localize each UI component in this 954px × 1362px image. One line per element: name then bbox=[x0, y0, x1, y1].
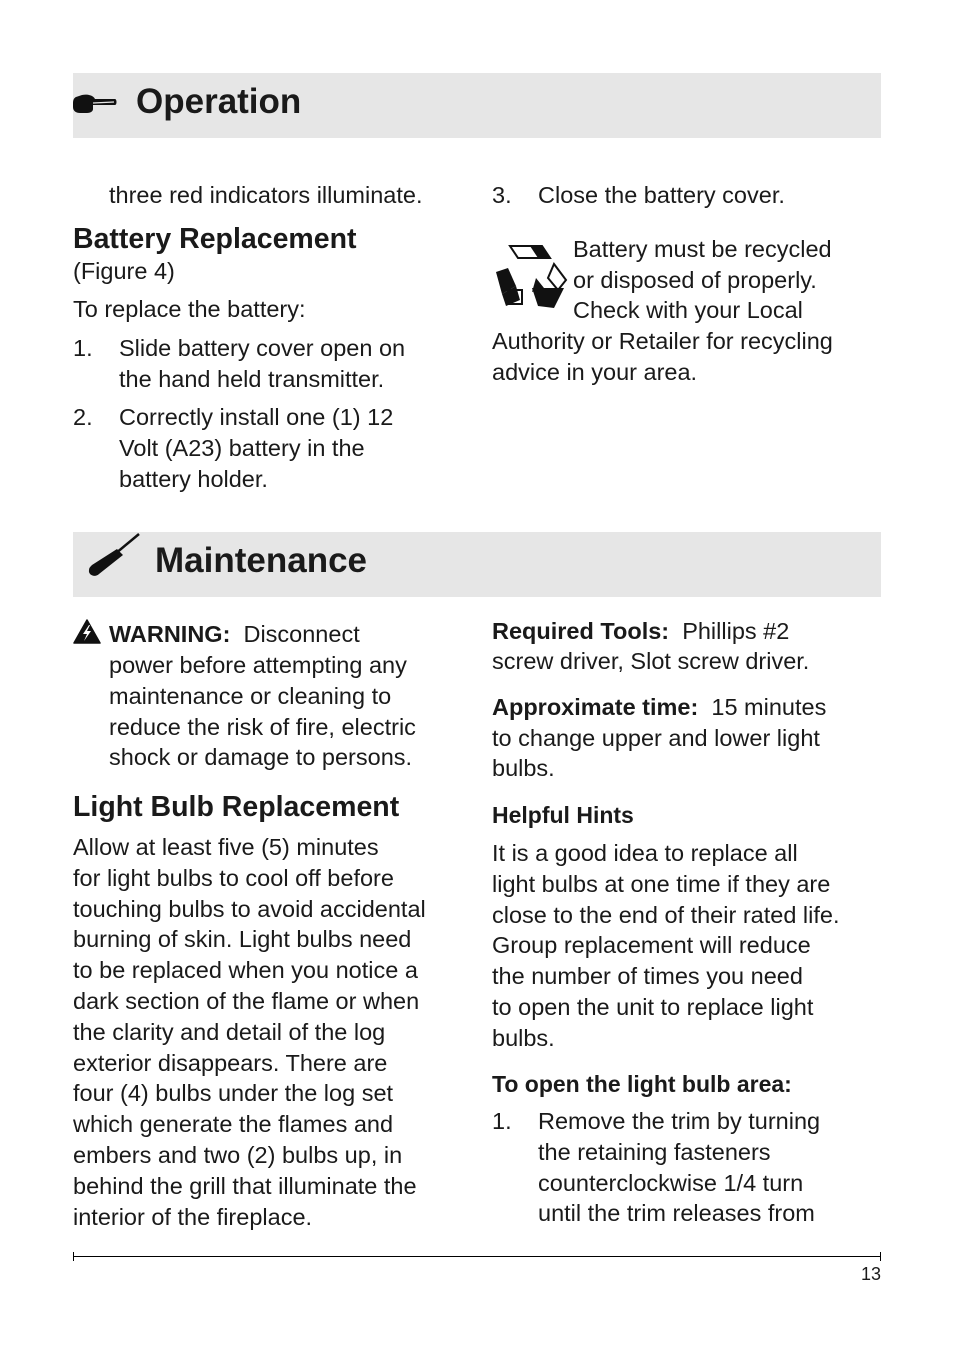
tools-text: Phillips #2 bbox=[682, 618, 790, 644]
paragraph-line: It is a good idea to replace all bbox=[492, 840, 798, 866]
paragraph-line: embers and two (2) bulbs up, in bbox=[73, 1141, 403, 1168]
footer-rule bbox=[73, 1256, 881, 1257]
paragraph-line: Group replacement will reduce bbox=[492, 932, 811, 959]
figure-ref: (Figure 4) bbox=[73, 258, 175, 284]
tools-line bbox=[492, 616, 789, 647]
footer-rule-end bbox=[880, 1252, 881, 1261]
step-line: Volt (A23) battery in the bbox=[119, 434, 365, 461]
tools-label: Required Tools: bbox=[492, 618, 670, 644]
recycle-note-line: Authority or Retailer for recycling bbox=[492, 328, 833, 354]
step-line: until the trim releases from bbox=[538, 1200, 815, 1227]
recycle-note-line: Battery must be recycled bbox=[573, 236, 832, 262]
paragraph-line: for light bulbs to cool off before bbox=[73, 864, 394, 891]
recycle-note-line: advice in your area. bbox=[492, 359, 698, 385]
step-line: Slide battery cover open on bbox=[119, 335, 406, 361]
step-line: Remove the trim by turning bbox=[538, 1108, 821, 1134]
operation-title: Operation bbox=[136, 82, 302, 121]
paragraph-line: to be replaced when you notice a bbox=[73, 957, 418, 984]
paragraph-line: burning of skin. Light bulbs need bbox=[73, 926, 412, 953]
step-number: 2. bbox=[73, 404, 93, 430]
warning-icon bbox=[73, 619, 101, 649]
operation-header-band bbox=[73, 73, 881, 138]
time-line: bulbs. bbox=[492, 755, 555, 781]
paragraph-line: interior of the fireplace. bbox=[73, 1203, 313, 1230]
step-line: the hand held transmitter. bbox=[119, 365, 385, 392]
step-line: Close the battery cover. bbox=[538, 182, 785, 208]
paragraph-line: the clarity and detail of the log bbox=[73, 1018, 386, 1045]
open-bulb-area-heading: To open the light bulb area: bbox=[492, 1071, 792, 1097]
recycle-note-line: Check with your Local bbox=[573, 297, 803, 323]
time-text: 15 minutes bbox=[711, 694, 827, 720]
time-label: Approximate time: bbox=[492, 694, 699, 720]
warning-label: WARNING: bbox=[109, 621, 231, 647]
paragraph-line: dark section of the flame or when bbox=[73, 987, 420, 1014]
warning-line bbox=[109, 619, 360, 650]
step-line: counterclockwise 1/4 turn bbox=[538, 1169, 804, 1196]
step-line: Correctly install one (1) 12 bbox=[119, 404, 394, 430]
step-number: 1. bbox=[492, 1108, 512, 1134]
screwdriver-icon bbox=[85, 532, 143, 583]
paragraph-line: the number of times you need bbox=[492, 963, 803, 990]
paragraph-line: Allow at least five (5) minutes bbox=[73, 834, 379, 860]
step-number: 1. bbox=[73, 335, 93, 361]
maintenance-title: Maintenance bbox=[155, 541, 367, 580]
paragraph-line: touching bulbs to avoid accidental bbox=[73, 895, 426, 922]
step-line: battery holder. bbox=[119, 465, 268, 492]
bulb-paragraph bbox=[73, 832, 468, 1232]
warning-text: Disconnect bbox=[243, 621, 360, 647]
step-line: the retaining fasteners bbox=[538, 1138, 771, 1165]
pointing-hand-icon bbox=[73, 90, 117, 121]
paragraph-line: bulbs. bbox=[492, 1024, 555, 1051]
time-line bbox=[492, 692, 826, 723]
step-number: 3. bbox=[492, 182, 512, 208]
continued-text: three red indicators illuminate. bbox=[109, 182, 423, 208]
time-line: to change upper and lower light bbox=[492, 725, 820, 751]
battery-replacement-heading: Battery Replacement bbox=[73, 223, 357, 255]
warning-line: reduce the risk of fire, electric bbox=[109, 714, 416, 740]
warning-line: maintenance or cleaning to bbox=[109, 683, 392, 709]
warning-line: shock or damage to persons. bbox=[109, 744, 413, 770]
paragraph-line: four (4) bulbs under the log set bbox=[73, 1080, 394, 1107]
maintenance-header-band bbox=[73, 532, 881, 597]
paragraph-line: which generate the flames and bbox=[73, 1111, 394, 1138]
recycle-note-line: or disposed of properly. bbox=[573, 267, 817, 293]
paragraph-line: behind the grill that illuminate the bbox=[73, 1172, 417, 1199]
paragraph-line: light bulbs at one time if they are bbox=[492, 870, 831, 897]
light-bulb-replacement-heading: Light Bulb Replacement bbox=[73, 791, 400, 823]
paragraph-line: exterior disappears. There are bbox=[73, 1049, 388, 1076]
paragraph-line: close to the end of their rated life. bbox=[492, 901, 840, 928]
recycle-icon bbox=[492, 242, 570, 319]
helpful-hints-heading: Helpful Hints bbox=[492, 802, 634, 828]
paragraph-line: to open the unit to replace light bbox=[492, 993, 814, 1020]
hints-paragraph bbox=[492, 838, 882, 1054]
footer-rule-end bbox=[73, 1252, 74, 1261]
warning-line: power before attempting any bbox=[109, 652, 407, 678]
page-number: 13 bbox=[860, 1264, 881, 1284]
tools-line: screw driver, Slot screw driver. bbox=[492, 648, 810, 674]
battery-intro: To replace the battery: bbox=[73, 296, 306, 322]
